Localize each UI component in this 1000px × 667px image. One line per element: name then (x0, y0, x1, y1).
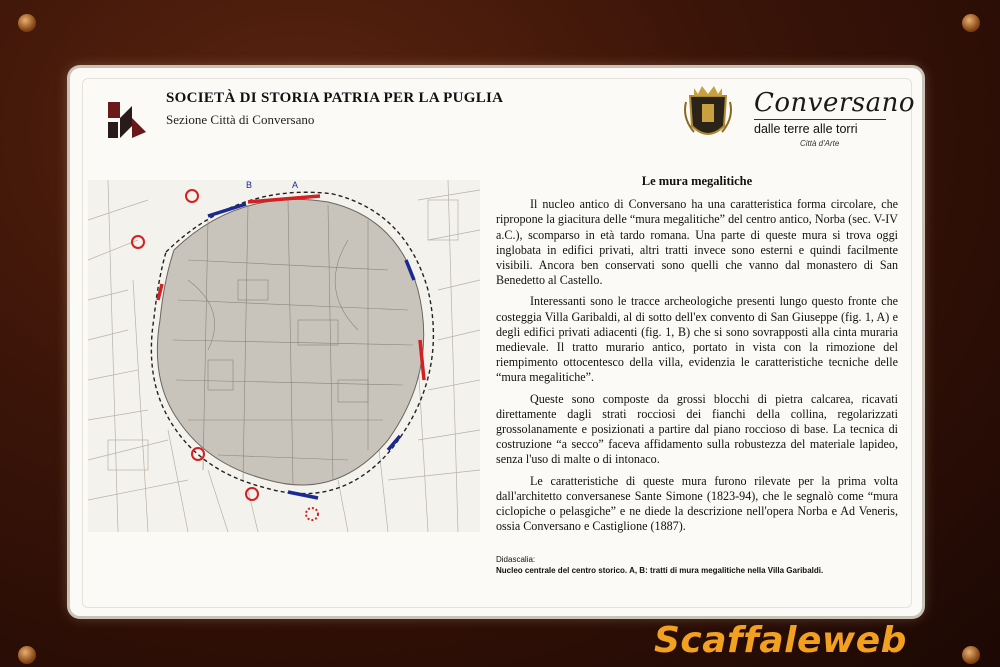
town-map (88, 180, 480, 532)
city-crest-icon (680, 82, 736, 146)
caption-text: Nucleo centrale del centro storico. A, B: tratti di mura megalitiche nella Villa Garibaldi. (496, 566, 824, 575)
article-title: Le mura megalitiche (641, 174, 753, 188)
article (496, 174, 898, 540)
society-section: Sezione Città di Conversano (166, 112, 315, 127)
brand-tagline: dalle terre alle torri (754, 122, 858, 136)
brand-name: Conversano (754, 88, 916, 118)
brand-divider (754, 119, 886, 120)
article-paragraph: Il nucleo antico di Conversano ha una caratteristica forma circolare, che ripropone la giacitura delle “mura megalitiche” del centro antico, Norba (sec. V-IV a.C.), scomparso in età tardo romana. Una parte di queste mura si trova oggi inglobata in edifici privati, altri tratti invece sono esterni e quindi facilmente visibili. Ancora ben conservati sono quelli che vanno dal monastero di San Benedetto al Castello. (496, 197, 898, 288)
watermark: Scaffaleweb (654, 620, 907, 661)
map-label-a: A (292, 180, 299, 190)
bolt-icon (962, 14, 980, 32)
info-panel (70, 68, 922, 616)
article-paragraph: Queste sono composte da grossi blocchi di pietra calcarea, ricavati direttamente dagli strati rocciosi dei fianchi della collina, regolarizzati grossolanamente e posizionati a partire dal piano roccioso di base. La tecnica di costruzione “a secco” faceva affidamento sulla robustezza del materiale lapideo, senza l'uso di malte o di intonaco. (496, 391, 898, 467)
bolt-icon (18, 14, 36, 32)
caption-label: Didascalia: (496, 555, 536, 564)
brand-subtitle: Città d'Arte (800, 139, 840, 148)
society-logo-icon (106, 98, 150, 142)
article-paragraph: Interessanti sono le tracce archeologiche presenti lungo questo fronte che costeggia Villa Garibaldi, al di sotto dell'ex convento di San Giuseppe (fig. 1, A) e degli edifici privati adiacenti (fig. 1, B) che si sono sovrapposti alla cinta muraria medievale. Il tratto murario antico, portato in vista con la rimozione del riempimento ottocentesco della villa, evidenzia le caratteristiche tecniche delle “mura megalitiche”. (496, 294, 898, 385)
society-title: SOCIETÀ DI STORIA PATRIA PER LA PUGLIA (166, 90, 504, 106)
map-label-b: B (246, 180, 253, 190)
bolt-icon (18, 646, 36, 664)
bolt-icon (962, 646, 980, 664)
article-paragraph: Le caratteristiche di queste mura furono rilevate per la prima volta dall'architetto conversanese Sante Simone (1823-94), che le segnalò come “mura ciclopiche o pelasgiche” e ne diede la descrizione nell'opera Norba e Ad Veneris, ossia Conversano e Castiglione (1887). (496, 473, 898, 534)
caption (496, 554, 896, 576)
